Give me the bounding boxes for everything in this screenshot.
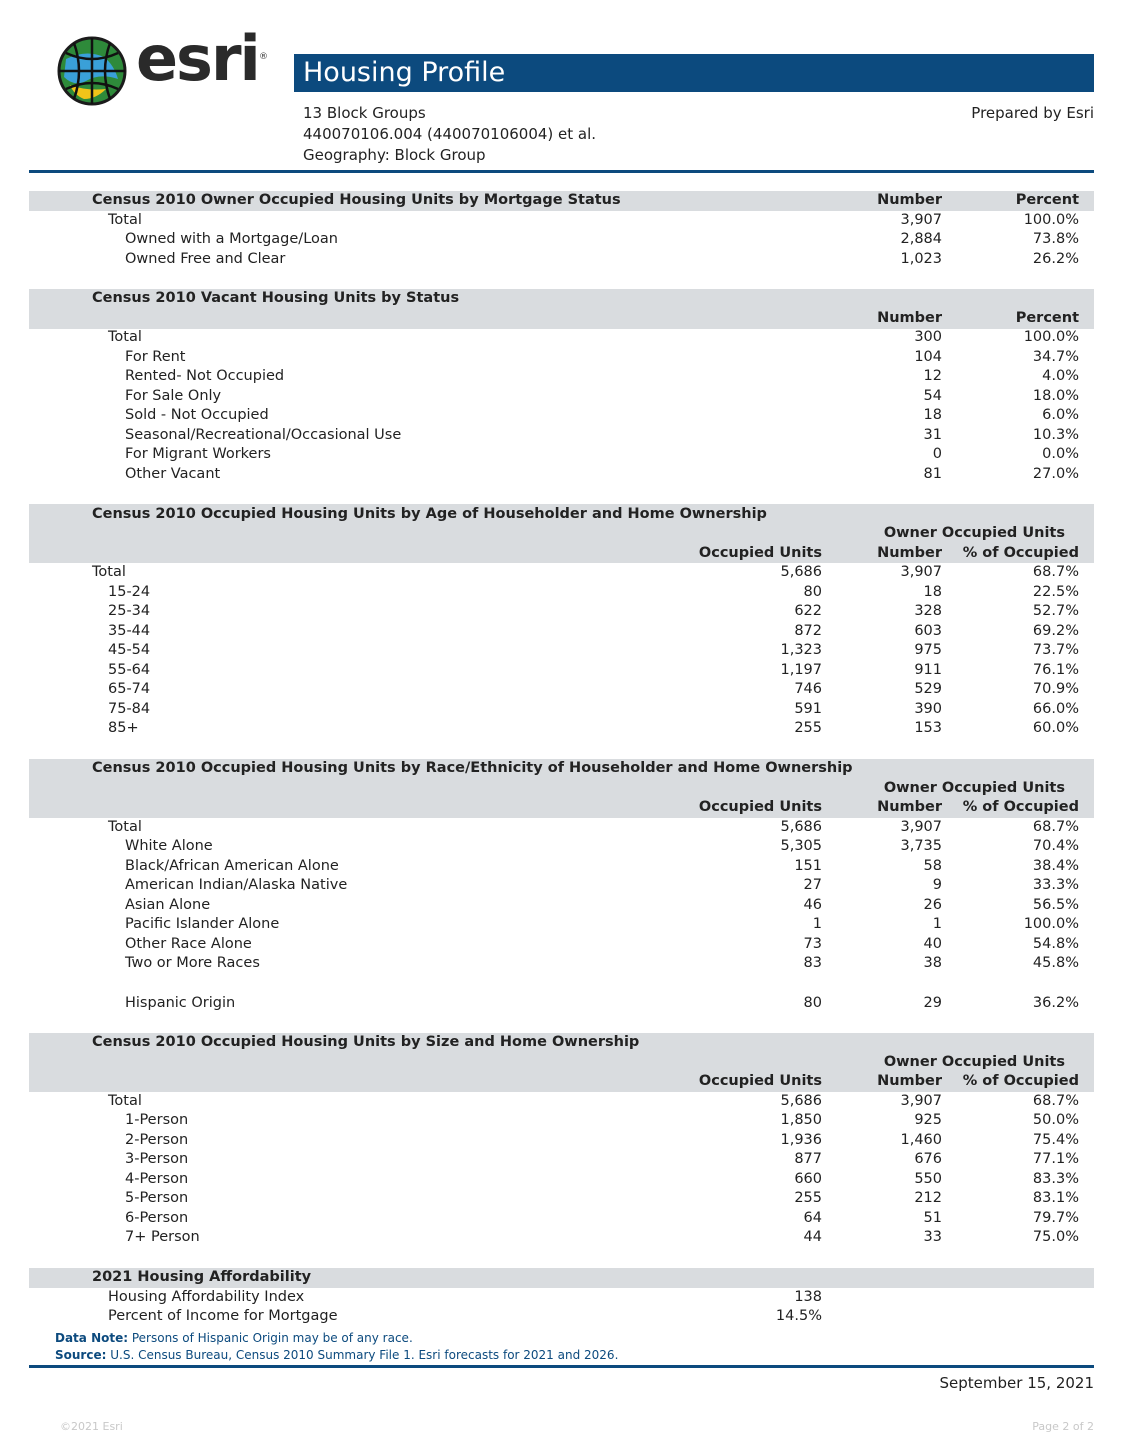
- row-occupied: 44: [803, 1229, 822, 1245]
- row-number: 3,907: [900, 564, 942, 580]
- source-text: U.S. Census Bureau, Census 2010 Summary File 1. Esri forecasts for 2021 and 2026.: [110, 1348, 619, 1362]
- data-note-text: Persons of Hispanic Origin may be of any race.: [131, 1331, 413, 1345]
- row-occupied: 1,936: [780, 1131, 822, 1148]
- size-header: [0, 1072, 1125, 1092]
- row-pct: 22.5%: [1032, 583, 1079, 600]
- row-label: 15-24: [108, 583, 151, 600]
- row-occupied: 877: [794, 1151, 822, 1167]
- table-row: [0, 954, 1125, 974]
- row-label: 1-Person: [125, 1112, 189, 1128]
- row-occupied: 1: [812, 916, 822, 932]
- vacant-title-row: [0, 289, 1125, 309]
- race-col-pct: % of Occupied: [962, 799, 1079, 815]
- row-label: White Alone: [125, 838, 213, 854]
- vacant-col-percent: Percent: [1015, 309, 1079, 326]
- size-col-group: Owner Occupied Units: [883, 1053, 1065, 1070]
- row-occupied: 591: [794, 700, 822, 717]
- row-number: 9: [932, 877, 942, 893]
- race-header: [0, 798, 1125, 818]
- row-label: 45-54: [108, 642, 151, 658]
- table-row: [0, 230, 1125, 250]
- age-col-number: Number: [877, 544, 942, 561]
- row-number: 390: [914, 700, 942, 717]
- age-group-header: [0, 524, 1125, 544]
- row-label: Total: [108, 329, 142, 345]
- row-label: 25-34: [108, 603, 151, 619]
- row-number: 212: [914, 1190, 942, 1206]
- row-pct: 33.3%: [1032, 877, 1079, 893]
- row-pct: 83.3%: [1032, 1170, 1079, 1187]
- row-label: Sold - Not Occupied: [125, 407, 269, 423]
- logo-wordmark: esri: [136, 22, 259, 95]
- mortgage-header: [0, 191, 1125, 211]
- row-number: 18: [923, 583, 942, 600]
- table-row: [0, 700, 1125, 720]
- row-pct: 70.9%: [1032, 681, 1079, 697]
- row-label: 65-74: [108, 681, 151, 697]
- source-note: [55, 1348, 618, 1362]
- mortgage-col-percent: Percent: [1015, 192, 1079, 208]
- table-row: [0, 994, 1125, 1014]
- table-row: [0, 387, 1125, 407]
- table-row: [0, 426, 1125, 446]
- row-pct: 68.7%: [1032, 1092, 1079, 1109]
- row-number: 38: [923, 955, 942, 971]
- row-occupied: 80: [803, 995, 822, 1011]
- mortgage-title: Census 2010 Owner Occupied Housing Units by Mortgage Status: [92, 192, 621, 208]
- row-label: Owned Free and Clear: [125, 250, 286, 267]
- table-row: [0, 680, 1125, 700]
- row-value: 138: [794, 1288, 822, 1305]
- row-label: For Migrant Workers: [125, 446, 271, 462]
- row-pct: 100.0%: [1023, 916, 1079, 932]
- row-number: 603: [914, 622, 942, 639]
- table-row: [0, 719, 1125, 739]
- row-label: For Rent: [125, 348, 186, 365]
- row-percent: 27.0%: [1032, 465, 1079, 482]
- row-label: Total: [108, 211, 142, 228]
- row-pct: 60.0%: [1032, 720, 1079, 736]
- row-occupied: 1,323: [780, 642, 822, 658]
- row-number: 3,735: [900, 838, 942, 854]
- table-row: [0, 641, 1125, 661]
- row-occupied: 660: [794, 1170, 822, 1187]
- size-group-header: [0, 1053, 1125, 1073]
- row-number: 18: [923, 407, 942, 423]
- row-percent: 4.0%: [1042, 368, 1079, 384]
- vacant-col-number: Number: [877, 309, 942, 326]
- row-label: Total: [108, 818, 142, 835]
- row-pct: 66.0%: [1032, 700, 1079, 717]
- row-number: 550: [914, 1170, 942, 1187]
- table-row: [0, 1189, 1125, 1209]
- row-pct: 50.0%: [1032, 1112, 1079, 1128]
- row-number: 40: [923, 935, 942, 952]
- size-title: Census 2010 Occupied Housing Units by Size and Home Ownership: [92, 1034, 640, 1050]
- row-number: 12: [923, 368, 942, 384]
- row-label: Pacific Islander Alone: [125, 916, 280, 932]
- row-number: 1: [932, 916, 942, 932]
- geo-line-3: Geography: Block Group: [303, 146, 486, 164]
- table-row: [0, 348, 1125, 368]
- table-row: [0, 563, 1125, 583]
- row-label: 6-Person: [125, 1209, 189, 1226]
- row-occupied: 5,686: [780, 1092, 822, 1109]
- table-row: [0, 1307, 1125, 1327]
- table-row: [0, 445, 1125, 465]
- row-number: 29: [923, 995, 942, 1011]
- row-label: 55-64: [108, 661, 151, 678]
- table-row: [0, 935, 1125, 955]
- age-title-row: [0, 505, 1125, 525]
- row-label: American Indian/Alaska Native: [125, 877, 348, 893]
- row-label: 35-44: [108, 622, 151, 639]
- row-number: 300: [914, 329, 942, 345]
- row-label: Other Vacant: [125, 465, 221, 482]
- copyright: ©2021 Esri: [60, 1420, 123, 1433]
- row-number: 2,884: [900, 231, 942, 247]
- page-number: Page 2 of 2: [1032, 1420, 1094, 1433]
- table-row: [0, 583, 1125, 603]
- globe-icon: [56, 35, 128, 107]
- row-pct: 79.7%: [1032, 1209, 1079, 1226]
- row-pct: 83.1%: [1032, 1190, 1079, 1206]
- row-occupied: 64: [803, 1209, 822, 1226]
- row-number: 911: [914, 661, 942, 678]
- row-label: 4-Person: [125, 1170, 189, 1187]
- row-percent: 0.0%: [1042, 446, 1079, 462]
- row-label: 3-Person: [125, 1151, 189, 1167]
- row-number: 0: [932, 446, 942, 462]
- row-occupied: 1,197: [780, 661, 822, 678]
- row-percent: 100.0%: [1023, 329, 1079, 345]
- table-row: [0, 876, 1125, 896]
- table-row: [0, 818, 1125, 838]
- row-occupied: 83: [803, 955, 822, 971]
- row-number: 676: [914, 1151, 942, 1167]
- row-pct: 56.5%: [1032, 896, 1079, 913]
- table-row: [0, 367, 1125, 387]
- row-label: Housing Affordability Index: [108, 1288, 305, 1305]
- row-label: Hispanic Origin: [125, 995, 236, 1011]
- row-number: 975: [914, 642, 942, 658]
- row-percent: 6.0%: [1042, 407, 1079, 423]
- size-title-row: [0, 1033, 1125, 1053]
- table-row: [0, 602, 1125, 622]
- table-row: [0, 1131, 1125, 1151]
- row-number: 54: [923, 387, 942, 404]
- mortgage-col-number: Number: [877, 192, 942, 208]
- table-row: [0, 1209, 1125, 1229]
- registered-mark: ®: [259, 52, 268, 62]
- row-occupied: 73: [803, 935, 822, 952]
- age-header: [0, 544, 1125, 564]
- row-label: Asian Alone: [125, 896, 211, 913]
- row-occupied: 5,686: [780, 818, 822, 835]
- row-percent: 34.7%: [1032, 348, 1079, 365]
- row-number: 26: [923, 896, 942, 913]
- row-number: 1,023: [900, 250, 942, 267]
- race-col-group: Owner Occupied Units: [883, 779, 1065, 796]
- size-col-pct: % of Occupied: [962, 1073, 1079, 1089]
- row-occupied: 5,305: [780, 838, 822, 854]
- row-percent: 26.2%: [1032, 250, 1079, 267]
- race-col-number: Number: [877, 799, 942, 815]
- row-label: Seasonal/Recreational/Occasional Use: [125, 426, 402, 443]
- row-number: 81: [923, 465, 942, 482]
- row-occupied: 5,686: [780, 564, 822, 580]
- prepared-by: Prepared by Esri: [971, 104, 1094, 122]
- row-label: 85+: [108, 720, 139, 736]
- table-row: [0, 1111, 1125, 1131]
- row-pct: 75.0%: [1032, 1229, 1079, 1245]
- source-label: Source:: [55, 1348, 107, 1362]
- geo-line-1: 13 Block Groups: [303, 104, 426, 122]
- row-value: 14.5%: [775, 1308, 822, 1324]
- table-row: [0, 622, 1125, 642]
- row-label: Other Race Alone: [125, 935, 252, 952]
- row-number: 153: [914, 720, 942, 736]
- row-label: Total: [108, 1092, 142, 1109]
- row-percent: 73.8%: [1032, 231, 1079, 247]
- row-pct: 77.1%: [1032, 1151, 1079, 1167]
- geo-line-2: 440070106.004 (440070106004) et al.: [303, 125, 597, 143]
- row-pct: 69.2%: [1032, 622, 1079, 639]
- row-pct: 76.1%: [1032, 661, 1079, 678]
- row-number: 31: [923, 426, 942, 443]
- vacant-title: Census 2010 Vacant Housing Units by Status: [92, 290, 460, 306]
- row-label: 75-84: [108, 700, 151, 717]
- table-row: [0, 837, 1125, 857]
- row-pct: 68.7%: [1032, 564, 1079, 580]
- row-label: 7+ Person: [125, 1229, 200, 1245]
- row-occupied: 622: [794, 603, 822, 619]
- row-occupied: 27: [803, 877, 822, 893]
- row-pct: 54.8%: [1032, 935, 1079, 952]
- age-col-pct: % of Occupied: [962, 544, 1079, 561]
- row-label: Percent of Income for Mortgage: [108, 1308, 338, 1324]
- table-row: [0, 250, 1125, 270]
- race-group-header: [0, 779, 1125, 799]
- age-title: Census 2010 Occupied Housing Units by Age of Householder and Home Ownership: [92, 505, 767, 522]
- row-pct: 45.8%: [1032, 955, 1079, 971]
- table-row: [0, 1092, 1125, 1112]
- row-pct: 73.7%: [1032, 642, 1079, 658]
- row-pct: 75.4%: [1032, 1131, 1079, 1148]
- row-label: For Sale Only: [125, 387, 222, 404]
- row-occupied: 1,850: [780, 1112, 822, 1128]
- affordability-title: 2021 Housing Affordability: [92, 1269, 312, 1285]
- row-number: 328: [914, 603, 942, 619]
- row-label: 5-Person: [125, 1190, 189, 1206]
- footer-rule: [29, 1365, 1094, 1368]
- row-number: 529: [914, 681, 942, 697]
- age-col-occupied: Occupied Units: [698, 544, 822, 561]
- row-pct: 38.4%: [1032, 857, 1079, 874]
- row-label: Black/African American Alone: [125, 857, 339, 874]
- row-pct: 70.4%: [1032, 838, 1079, 854]
- table-row: [0, 896, 1125, 916]
- page-title: Housing Profile: [294, 54, 1094, 92]
- size-col-number: Number: [877, 1073, 942, 1089]
- row-occupied: 746: [794, 681, 822, 697]
- row-occupied: 80: [803, 583, 822, 600]
- size-col-occupied: Occupied Units: [698, 1073, 822, 1089]
- row-occupied: 872: [794, 622, 822, 639]
- row-label: Rented- Not Occupied: [125, 368, 285, 384]
- table-row: [0, 1288, 1125, 1308]
- row-occupied: 46: [803, 896, 822, 913]
- table-row: [0, 1150, 1125, 1170]
- data-note-label: Data Note:: [55, 1331, 129, 1345]
- table-row: [0, 406, 1125, 426]
- table-row: [0, 857, 1125, 877]
- row-label: Two or More Races: [125, 955, 260, 971]
- row-number: 51: [923, 1209, 942, 1226]
- row-label: Owned with a Mortgage/Loan: [125, 231, 338, 247]
- table-row: [0, 1228, 1125, 1248]
- row-occupied: 151: [794, 857, 822, 874]
- row-number: 1,460: [900, 1131, 942, 1148]
- row-number: 104: [914, 348, 942, 365]
- row-occupied: 255: [794, 720, 822, 736]
- row-pct: 68.7%: [1032, 818, 1079, 835]
- table-row: [0, 465, 1125, 485]
- row-number: 3,907: [900, 211, 942, 228]
- affordability-title-row: [0, 1268, 1125, 1288]
- race-col-occupied: Occupied Units: [698, 799, 822, 815]
- row-percent: 18.0%: [1032, 387, 1079, 404]
- row-number: 3,907: [900, 818, 942, 835]
- row-number: 58: [923, 857, 942, 874]
- row-number: 33: [923, 1229, 942, 1245]
- race-title: Census 2010 Occupied Housing Units by Race/Ethnicity of Householder and Home Ownership: [92, 760, 853, 776]
- row-label: 2-Person: [125, 1131, 189, 1148]
- row-number: 925: [914, 1112, 942, 1128]
- age-col-group: Owner Occupied Units: [883, 525, 1065, 541]
- header-rule: [29, 170, 1094, 173]
- table-row: [0, 1170, 1125, 1190]
- race-title-row: [0, 759, 1125, 779]
- row-number: 3,907: [900, 1092, 942, 1109]
- row-pct: 52.7%: [1032, 603, 1079, 619]
- row-percent: 10.3%: [1032, 426, 1079, 443]
- table-row: [0, 661, 1125, 681]
- report-date: September 15, 2021: [939, 1374, 1094, 1392]
- row-label: Total: [92, 564, 126, 580]
- table-row: [0, 915, 1125, 935]
- vacant-header: [0, 309, 1125, 329]
- esri-logo: [56, 22, 271, 108]
- row-occupied: 255: [794, 1190, 822, 1206]
- row-percent: 100.0%: [1023, 211, 1079, 228]
- table-row: [0, 211, 1125, 231]
- data-note: [55, 1331, 413, 1345]
- table-row: [0, 328, 1125, 348]
- row-pct: 36.2%: [1032, 995, 1079, 1011]
